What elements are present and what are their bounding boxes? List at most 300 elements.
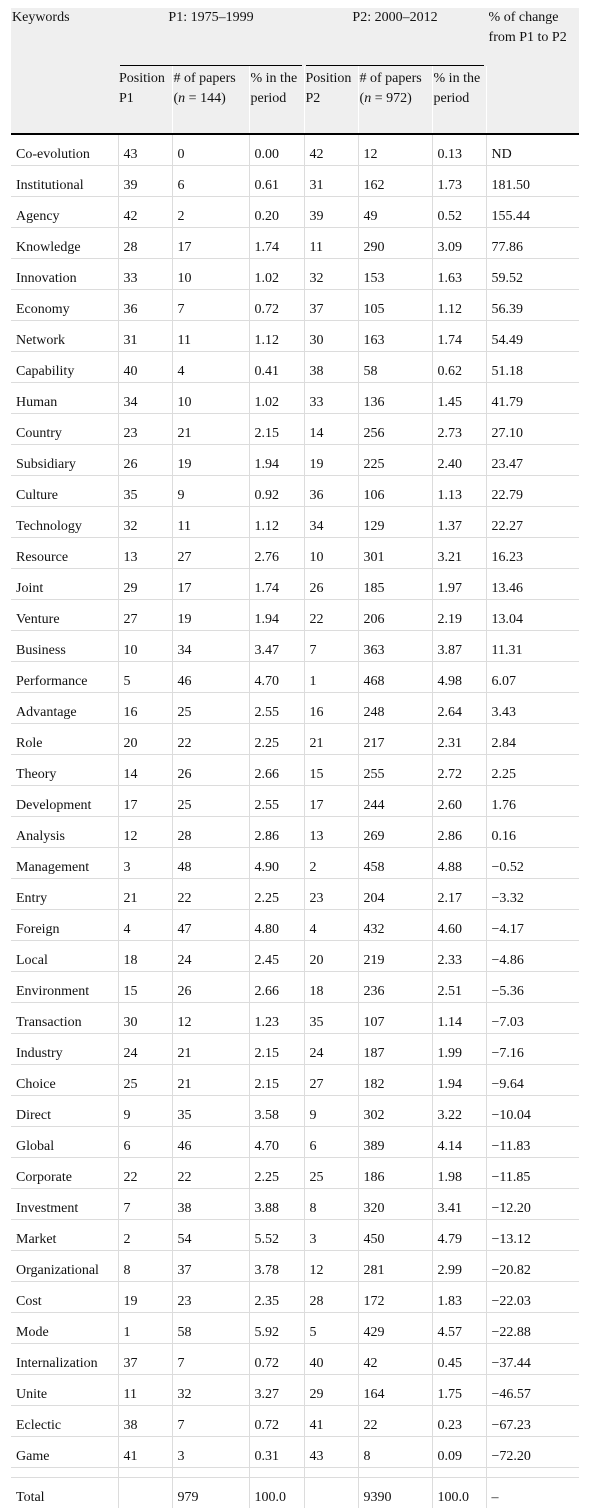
table-row bbox=[11, 166, 579, 197]
cell-position-p2: 30 bbox=[304, 321, 358, 352]
header-position-p1: Position P1 bbox=[118, 66, 172, 134]
cell-pct-p1: 5.52 bbox=[249, 1220, 304, 1251]
keywords-table bbox=[11, 8, 579, 1508]
cell-change: 1.76 bbox=[486, 786, 579, 817]
table-row bbox=[11, 1313, 579, 1344]
cell-papers-p1: 22 bbox=[172, 879, 249, 910]
cell-change: 6.07 bbox=[486, 662, 579, 693]
cell-papers-p1: 7 bbox=[172, 290, 249, 321]
cell-position-p2: 14 bbox=[304, 414, 358, 445]
cell-position-p1: 5 bbox=[118, 662, 172, 693]
table-row bbox=[11, 228, 579, 259]
cell-papers-p2: 162 bbox=[358, 166, 432, 197]
table-row bbox=[11, 290, 579, 321]
cell-position-p1: 7 bbox=[118, 1189, 172, 1220]
cell-change: 0.16 bbox=[486, 817, 579, 848]
cell-pct-p1: 0.92 bbox=[249, 476, 304, 507]
table-row bbox=[11, 197, 579, 228]
cell-keyword: Culture bbox=[11, 476, 118, 507]
cell-position-p2: 17 bbox=[304, 786, 358, 817]
cell-change: −5.36 bbox=[486, 972, 579, 1003]
cell-pct-p2: 1.83 bbox=[432, 1282, 486, 1313]
cell-pct-p2: 1.99 bbox=[432, 1034, 486, 1065]
cell-papers-p1: 25 bbox=[172, 786, 249, 817]
cell-papers-p1: 54 bbox=[172, 1220, 249, 1251]
cell-pct-p2: 4.98 bbox=[432, 662, 486, 693]
cell-pct-p1: 3.88 bbox=[249, 1189, 304, 1220]
cell-position-p1: 27 bbox=[118, 600, 172, 631]
cell-papers-p1: 3 bbox=[172, 1437, 249, 1468]
cell-papers-p1: 11 bbox=[172, 321, 249, 352]
cell-papers-p2: 42 bbox=[358, 1344, 432, 1375]
cell-papers-p1: 22 bbox=[172, 724, 249, 755]
cell-papers-p2: 281 bbox=[358, 1251, 432, 1282]
cell-position-p1: 32 bbox=[118, 507, 172, 538]
cell-papers-p2: 172 bbox=[358, 1282, 432, 1313]
cell-pct-p1: 0.61 bbox=[249, 166, 304, 197]
cell-position-p1: 16 bbox=[118, 693, 172, 724]
cell-position-p2: 19 bbox=[304, 445, 358, 476]
cell-position-p2: 43 bbox=[304, 1437, 358, 1468]
cell-position-p1: 24 bbox=[118, 1034, 172, 1065]
cell-position-p1: 28 bbox=[118, 228, 172, 259]
table-row bbox=[11, 631, 579, 662]
cell-keyword: Technology bbox=[11, 507, 118, 538]
cell-change: −20.82 bbox=[486, 1251, 579, 1282]
table-row bbox=[11, 569, 579, 600]
cell-keyword: Local bbox=[11, 941, 118, 972]
cell-papers-p1: 24 bbox=[172, 941, 249, 972]
cell-papers-p2: 136 bbox=[358, 383, 432, 414]
table-row bbox=[11, 507, 579, 538]
cell-papers-p2: 107 bbox=[358, 1003, 432, 1034]
cell-papers-p2: 22 bbox=[358, 1406, 432, 1437]
cell-papers-p2: 363 bbox=[358, 631, 432, 662]
cell-keyword: Analysis bbox=[11, 817, 118, 848]
cell-pct-p2: 0.45 bbox=[432, 1344, 486, 1375]
cell-change: −22.03 bbox=[486, 1282, 579, 1313]
cell-papers-p2: 256 bbox=[358, 414, 432, 445]
table-header bbox=[11, 8, 579, 134]
header-keywords: Keywords bbox=[11, 8, 118, 134]
cell-keyword: Foreign bbox=[11, 910, 118, 941]
cell-position-p1: 9 bbox=[118, 1096, 172, 1127]
cell-keyword: Resource bbox=[11, 538, 118, 569]
cell-position-p2: 20 bbox=[304, 941, 358, 972]
table-row bbox=[11, 445, 579, 476]
cell-position-p2: 40 bbox=[304, 1344, 358, 1375]
cell-pct-p2: 2.64 bbox=[432, 693, 486, 724]
cell-pct-p1: 2.86 bbox=[249, 817, 304, 848]
cell-position-p1: 38 bbox=[118, 1406, 172, 1437]
cell-pct-p2: 2.73 bbox=[432, 414, 486, 445]
cell-pct-p2: 1.75 bbox=[432, 1375, 486, 1406]
table-row bbox=[11, 941, 579, 972]
cell-pct-p1: 2.66 bbox=[249, 972, 304, 1003]
cell-change: −10.04 bbox=[486, 1096, 579, 1127]
cell-pct-p2: 1.73 bbox=[432, 166, 486, 197]
cell-pct-p2: 2.72 bbox=[432, 755, 486, 786]
spacer-cell bbox=[118, 1468, 172, 1478]
cell-change: 27.10 bbox=[486, 414, 579, 445]
cell-position-p2: 16 bbox=[304, 693, 358, 724]
cell-pct-p1: 1.94 bbox=[249, 600, 304, 631]
cell-position-p1: 3 bbox=[118, 848, 172, 879]
cell-position-p1: 6 bbox=[118, 1127, 172, 1158]
cell-position-p1: 14 bbox=[118, 755, 172, 786]
cell-change: −22.88 bbox=[486, 1313, 579, 1344]
spacer-cell bbox=[432, 1468, 486, 1478]
header-p2 bbox=[304, 8, 486, 66]
cell-position-p2: 2 bbox=[304, 848, 358, 879]
total-papers-p2: 9390 bbox=[358, 1478, 432, 1509]
cell-papers-p2: 163 bbox=[358, 321, 432, 352]
cell-position-p1: 12 bbox=[118, 817, 172, 848]
cell-pct-p2: 3.22 bbox=[432, 1096, 486, 1127]
cell-pct-p1: 1.02 bbox=[249, 383, 304, 414]
cell-pct-p1: 0.20 bbox=[249, 197, 304, 228]
cell-position-p2: 18 bbox=[304, 972, 358, 1003]
cell-position-p2: 6 bbox=[304, 1127, 358, 1158]
cell-keyword: Institutional bbox=[11, 166, 118, 197]
cell-keyword: Transaction bbox=[11, 1003, 118, 1034]
cell-pct-p2: 3.87 bbox=[432, 631, 486, 662]
cell-position-p2: 3 bbox=[304, 1220, 358, 1251]
cell-pct-p2: 2.19 bbox=[432, 600, 486, 631]
cell-papers-p2: 458 bbox=[358, 848, 432, 879]
header-position-p2: Position P2 bbox=[304, 66, 358, 134]
cell-position-p1: 18 bbox=[118, 941, 172, 972]
table-row bbox=[11, 1406, 579, 1437]
cell-pct-p1: 2.76 bbox=[249, 538, 304, 569]
cell-papers-p1: 11 bbox=[172, 507, 249, 538]
cell-pct-p2: 0.52 bbox=[432, 197, 486, 228]
cell-keyword: Economy bbox=[11, 290, 118, 321]
cell-papers-p1: 32 bbox=[172, 1375, 249, 1406]
header-change: % of change from P1 to P2 bbox=[486, 8, 579, 134]
cell-position-p2: 9 bbox=[304, 1096, 358, 1127]
table-row bbox=[11, 352, 579, 383]
cell-change: −4.17 bbox=[486, 910, 579, 941]
cell-pct-p1: 4.90 bbox=[249, 848, 304, 879]
cell-change: 59.52 bbox=[486, 259, 579, 290]
cell-papers-p2: 244 bbox=[358, 786, 432, 817]
cell-papers-p1: 34 bbox=[172, 631, 249, 662]
table-row bbox=[11, 724, 579, 755]
cell-position-p1: 11 bbox=[118, 1375, 172, 1406]
cell-position-p1: 31 bbox=[118, 321, 172, 352]
cell-papers-p2: 206 bbox=[358, 600, 432, 631]
cell-pct-p2: 1.12 bbox=[432, 290, 486, 321]
cell-keyword: Agency bbox=[11, 197, 118, 228]
cell-change: 181.50 bbox=[486, 166, 579, 197]
cell-pct-p1: 1.12 bbox=[249, 507, 304, 538]
cell-position-p2: 38 bbox=[304, 352, 358, 383]
cell-papers-p2: 204 bbox=[358, 879, 432, 910]
cell-pct-p2: 2.51 bbox=[432, 972, 486, 1003]
cell-change: 155.44 bbox=[486, 197, 579, 228]
cell-keyword: Investment bbox=[11, 1189, 118, 1220]
cell-change: 3.43 bbox=[486, 693, 579, 724]
header-papers-p1-label: # of papers bbox=[173, 71, 236, 86]
cell-papers-p1: 38 bbox=[172, 1189, 249, 1220]
cell-change: 77.86 bbox=[486, 228, 579, 259]
cell-papers-p2: 219 bbox=[358, 941, 432, 972]
header-papers-p2: # of papers (n = 972) bbox=[358, 66, 432, 134]
cell-pct-p2: 3.09 bbox=[432, 228, 486, 259]
cell-pct-p1: 3.78 bbox=[249, 1251, 304, 1282]
cell-position-p1: 34 bbox=[118, 383, 172, 414]
cell-papers-p2: 320 bbox=[358, 1189, 432, 1220]
cell-papers-p1: 21 bbox=[172, 1065, 249, 1096]
cell-keyword: Advantage bbox=[11, 693, 118, 724]
cell-papers-p2: 225 bbox=[358, 445, 432, 476]
cell-papers-p2: 217 bbox=[358, 724, 432, 755]
cell-papers-p1: 58 bbox=[172, 1313, 249, 1344]
cell-position-p2: 34 bbox=[304, 507, 358, 538]
cell-papers-p1: 26 bbox=[172, 755, 249, 786]
table-row bbox=[11, 1065, 579, 1096]
table-row bbox=[11, 1158, 579, 1189]
table-row bbox=[11, 910, 579, 941]
cell-pct-p1: 3.47 bbox=[249, 631, 304, 662]
spacer-row bbox=[11, 1468, 579, 1478]
cell-papers-p2: 269 bbox=[358, 817, 432, 848]
cell-position-p2: 4 bbox=[304, 910, 358, 941]
cell-change: 23.47 bbox=[486, 445, 579, 476]
table-row bbox=[11, 476, 579, 507]
cell-position-p1: 42 bbox=[118, 197, 172, 228]
cell-pct-p2: 4.60 bbox=[432, 910, 486, 941]
cell-position-p1: 17 bbox=[118, 786, 172, 817]
cell-keyword: Mode bbox=[11, 1313, 118, 1344]
cell-papers-p1: 35 bbox=[172, 1096, 249, 1127]
cell-position-p1: 13 bbox=[118, 538, 172, 569]
cell-position-p2: 21 bbox=[304, 724, 358, 755]
cell-change: −11.85 bbox=[486, 1158, 579, 1189]
cell-papers-p2: 58 bbox=[358, 352, 432, 383]
cell-position-p1: 40 bbox=[118, 352, 172, 383]
cell-position-p2: 25 bbox=[304, 1158, 358, 1189]
table-row bbox=[11, 1251, 579, 1282]
cell-change: −13.12 bbox=[486, 1220, 579, 1251]
cell-keyword: Direct bbox=[11, 1096, 118, 1127]
header-papers-p2-label: # of papers bbox=[359, 71, 422, 86]
table-row bbox=[11, 1034, 579, 1065]
cell-position-p1: 36 bbox=[118, 290, 172, 321]
cell-change: 56.39 bbox=[486, 290, 579, 321]
cell-papers-p2: 105 bbox=[358, 290, 432, 321]
cell-papers-p1: 7 bbox=[172, 1406, 249, 1437]
cell-papers-p2: 8 bbox=[358, 1437, 432, 1468]
cell-papers-p2: 49 bbox=[358, 197, 432, 228]
cell-pct-p2: 1.45 bbox=[432, 383, 486, 414]
cell-change: 11.31 bbox=[486, 631, 579, 662]
cell-pct-p1: 4.80 bbox=[249, 910, 304, 941]
cell-papers-p1: 25 bbox=[172, 693, 249, 724]
cell-position-p1: 4 bbox=[118, 910, 172, 941]
cell-pct-p1: 0.31 bbox=[249, 1437, 304, 1468]
cell-position-p2: 28 bbox=[304, 1282, 358, 1313]
cell-pct-p1: 0.41 bbox=[249, 352, 304, 383]
table-row bbox=[11, 259, 579, 290]
cell-pct-p2: 1.13 bbox=[432, 476, 486, 507]
cell-position-p2: 39 bbox=[304, 197, 358, 228]
cell-pct-p1: 0.72 bbox=[249, 290, 304, 321]
cell-change: 2.84 bbox=[486, 724, 579, 755]
header-pct-p1: % in the period bbox=[249, 66, 304, 134]
cell-papers-p1: 22 bbox=[172, 1158, 249, 1189]
cell-change: −37.44 bbox=[486, 1344, 579, 1375]
cell-papers-p2: 186 bbox=[358, 1158, 432, 1189]
cell-keyword: Network bbox=[11, 321, 118, 352]
table-body bbox=[11, 134, 579, 1508]
cell-position-p2: 27 bbox=[304, 1065, 358, 1096]
total-pct-p2: 100.0 bbox=[432, 1478, 486, 1509]
cell-pct-p2: 2.86 bbox=[432, 817, 486, 848]
table-row bbox=[11, 662, 579, 693]
cell-papers-p2: 450 bbox=[358, 1220, 432, 1251]
cell-pct-p2: 2.99 bbox=[432, 1251, 486, 1282]
table-row bbox=[11, 538, 579, 569]
cell-position-p2: 12 bbox=[304, 1251, 358, 1282]
cell-papers-p2: 301 bbox=[358, 538, 432, 569]
cell-pct-p1: 1.02 bbox=[249, 259, 304, 290]
table-row bbox=[11, 414, 579, 445]
cell-papers-p1: 46 bbox=[172, 662, 249, 693]
cell-position-p2: 13 bbox=[304, 817, 358, 848]
cell-papers-p1: 27 bbox=[172, 538, 249, 569]
cell-pct-p1: 2.66 bbox=[249, 755, 304, 786]
cell-pct-p2: 4.79 bbox=[432, 1220, 486, 1251]
cell-papers-p1: 48 bbox=[172, 848, 249, 879]
header-papers-p2-count: = 972) bbox=[371, 91, 412, 106]
cell-pct-p1: 1.74 bbox=[249, 228, 304, 259]
cell-change: 51.18 bbox=[486, 352, 579, 383]
cell-change: −4.86 bbox=[486, 941, 579, 972]
cell-pct-p1: 1.74 bbox=[249, 569, 304, 600]
cell-papers-p2: 12 bbox=[358, 134, 432, 166]
cell-papers-p1: 0 bbox=[172, 134, 249, 166]
cell-pct-p1: 2.35 bbox=[249, 1282, 304, 1313]
total-row bbox=[11, 1478, 579, 1509]
cell-pct-p1: 2.25 bbox=[249, 724, 304, 755]
cell-papers-p1: 9 bbox=[172, 476, 249, 507]
cell-position-p1: 26 bbox=[118, 445, 172, 476]
table-row bbox=[11, 972, 579, 1003]
cell-pct-p2: 4.57 bbox=[432, 1313, 486, 1344]
cell-pct-p1: 2.15 bbox=[249, 1034, 304, 1065]
cell-position-p2: 42 bbox=[304, 134, 358, 166]
cell-change: −7.16 bbox=[486, 1034, 579, 1065]
cell-position-p2: 29 bbox=[304, 1375, 358, 1406]
cell-change: ND bbox=[486, 134, 579, 166]
cell-position-p1: 37 bbox=[118, 1344, 172, 1375]
cell-pct-p2: 2.33 bbox=[432, 941, 486, 972]
cell-change: 22.27 bbox=[486, 507, 579, 538]
total-position-p2 bbox=[304, 1478, 358, 1509]
cell-keyword: Development bbox=[11, 786, 118, 817]
cell-keyword: Business bbox=[11, 631, 118, 662]
spacer-cell bbox=[304, 1468, 358, 1478]
cell-change: −67.23 bbox=[486, 1406, 579, 1437]
cell-pct-p1: 2.25 bbox=[249, 1158, 304, 1189]
cell-position-p1: 8 bbox=[118, 1251, 172, 1282]
cell-position-p1: 20 bbox=[118, 724, 172, 755]
cell-papers-p1: 37 bbox=[172, 1251, 249, 1282]
cell-position-p2: 5 bbox=[304, 1313, 358, 1344]
cell-papers-p2: 389 bbox=[358, 1127, 432, 1158]
cell-papers-p2: 164 bbox=[358, 1375, 432, 1406]
cell-change: 13.46 bbox=[486, 569, 579, 600]
cell-pct-p1: 1.12 bbox=[249, 321, 304, 352]
cell-position-p1: 10 bbox=[118, 631, 172, 662]
table-row bbox=[11, 693, 579, 724]
cell-keyword: Choice bbox=[11, 1065, 118, 1096]
cell-change: 2.25 bbox=[486, 755, 579, 786]
cell-pct-p2: 1.63 bbox=[432, 259, 486, 290]
cell-papers-p1: 12 bbox=[172, 1003, 249, 1034]
table-row bbox=[11, 1344, 579, 1375]
spacer-cell bbox=[358, 1468, 432, 1478]
table-row bbox=[11, 1375, 579, 1406]
table-row bbox=[11, 1003, 579, 1034]
cell-keyword: Human bbox=[11, 383, 118, 414]
cell-position-p2: 24 bbox=[304, 1034, 358, 1065]
spacer-cell bbox=[11, 1468, 118, 1478]
cell-papers-p1: 46 bbox=[172, 1127, 249, 1158]
cell-keyword: Management bbox=[11, 848, 118, 879]
table-row bbox=[11, 848, 579, 879]
cell-change: −12.20 bbox=[486, 1189, 579, 1220]
cell-position-p1: 1 bbox=[118, 1313, 172, 1344]
header-papers-p1: # of papers (n = 144) bbox=[172, 66, 249, 134]
cell-pct-p2: 2.40 bbox=[432, 445, 486, 476]
cell-papers-p1: 19 bbox=[172, 445, 249, 476]
cell-keyword: Performance bbox=[11, 662, 118, 693]
cell-position-p2: 8 bbox=[304, 1189, 358, 1220]
cell-papers-p1: 10 bbox=[172, 259, 249, 290]
table-row bbox=[11, 1282, 579, 1313]
header-papers-p1-n: n bbox=[178, 91, 186, 106]
cell-pct-p1: 0.72 bbox=[249, 1344, 304, 1375]
cell-keyword: Global bbox=[11, 1127, 118, 1158]
cell-pct-p2: 0.23 bbox=[432, 1406, 486, 1437]
cell-papers-p1: 2 bbox=[172, 197, 249, 228]
table-row bbox=[11, 321, 579, 352]
cell-position-p2: 31 bbox=[304, 166, 358, 197]
cell-pct-p2: 0.13 bbox=[432, 134, 486, 166]
cell-change: 13.04 bbox=[486, 600, 579, 631]
cell-papers-p1: 47 bbox=[172, 910, 249, 941]
cell-pct-p2: 2.31 bbox=[432, 724, 486, 755]
cell-position-p1: 23 bbox=[118, 414, 172, 445]
cell-pct-p1: 4.70 bbox=[249, 662, 304, 693]
cell-papers-p1: 21 bbox=[172, 414, 249, 445]
cell-change: 16.23 bbox=[486, 538, 579, 569]
cell-position-p2: 33 bbox=[304, 383, 358, 414]
total-position-p1 bbox=[118, 1478, 172, 1509]
header-p2-title: P2: 2000–2012 bbox=[352, 10, 438, 25]
cell-pct-p2: 3.41 bbox=[432, 1189, 486, 1220]
cell-keyword: Country bbox=[11, 414, 118, 445]
cell-change: −9.64 bbox=[486, 1065, 579, 1096]
table-row bbox=[11, 600, 579, 631]
cell-pct-p2: 4.88 bbox=[432, 848, 486, 879]
table-row bbox=[11, 1127, 579, 1158]
cell-pct-p2: 1.74 bbox=[432, 321, 486, 352]
cell-keyword: Unite bbox=[11, 1375, 118, 1406]
